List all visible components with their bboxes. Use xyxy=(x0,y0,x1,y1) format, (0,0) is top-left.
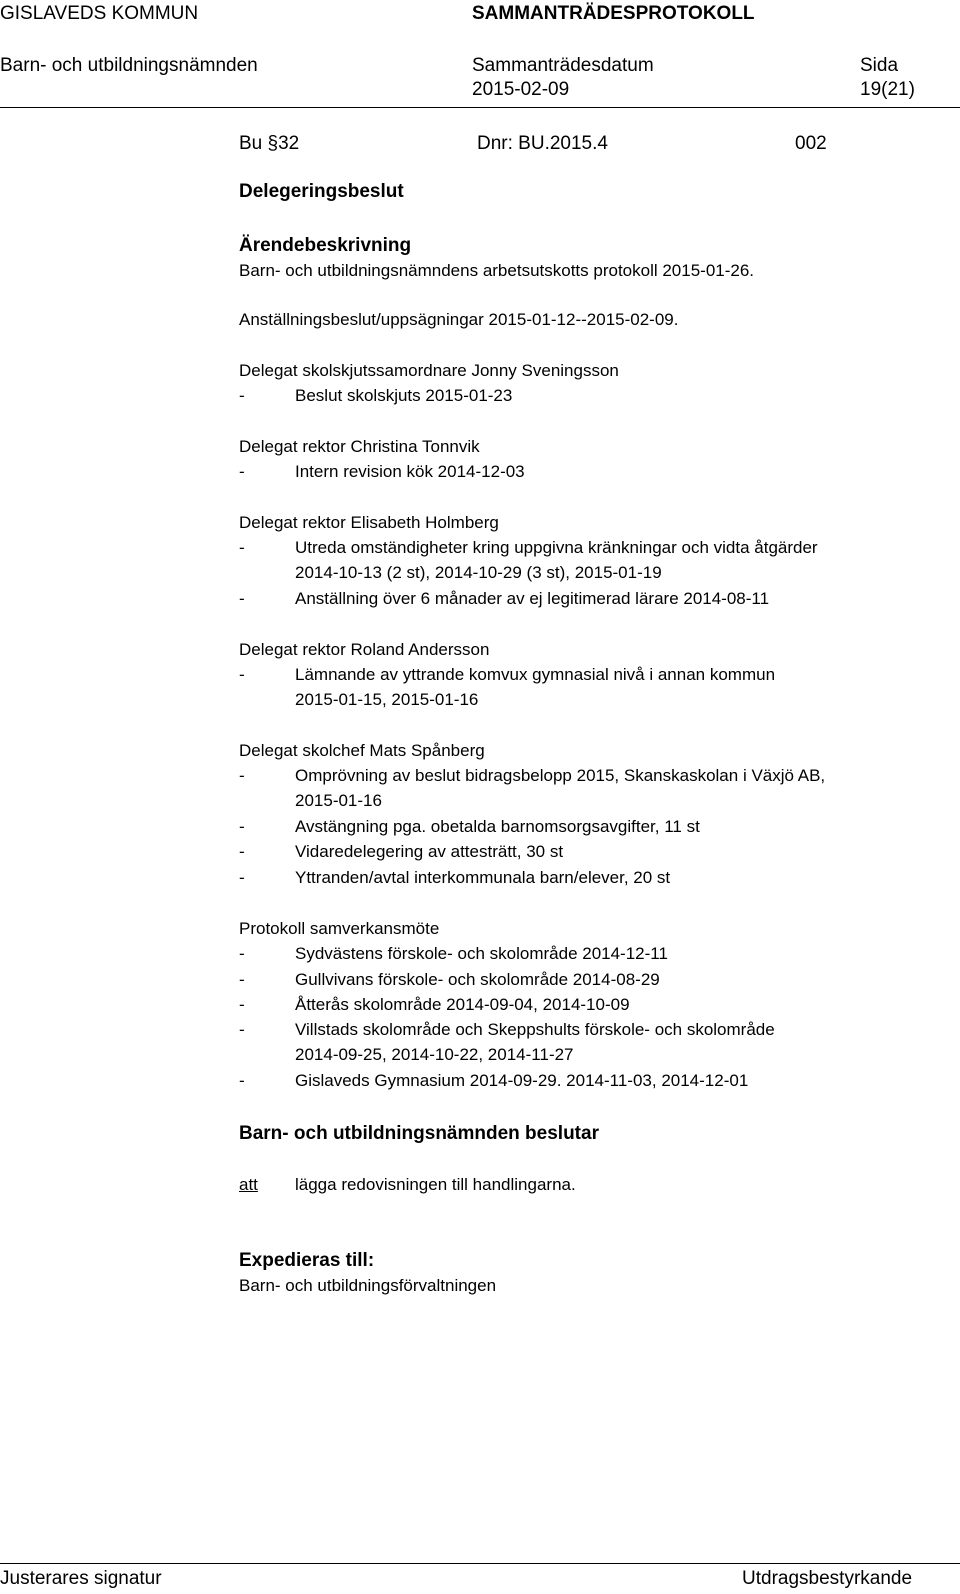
committee-name: Barn- och utbildningsnämnden xyxy=(0,55,258,76)
municipality-name: GISLAVEDS KOMMUN xyxy=(0,3,199,24)
list-dash: - xyxy=(239,817,245,836)
decision-text: lägga redovisningen till handlingarna. xyxy=(295,1175,576,1194)
diary-number: Dnr: BU.2015.4 xyxy=(477,133,608,154)
delegate-title: Delegat rektor Elisabeth Holmberg xyxy=(239,513,499,532)
dispatch-heading: Expedieras till: xyxy=(239,1250,375,1271)
page-number: 19(21) xyxy=(860,79,915,100)
dispatch-recipient: Barn- och utbildningsförvaltningen xyxy=(239,1276,497,1295)
list-item-continuation: 2015-01-15, 2015-01-16 xyxy=(295,690,479,709)
list-dash: - xyxy=(239,868,245,887)
list-item: Vidaredelegering av attesträtt, 30 st xyxy=(295,842,564,861)
list-dash: - xyxy=(239,386,245,405)
header-divider xyxy=(0,107,960,108)
delegate-title: Delegat rektor Roland Andersson xyxy=(239,640,490,659)
list-item: Beslut skolskjuts 2015-01-23 xyxy=(295,386,513,405)
meeting-date: 2015-02-09 xyxy=(472,79,570,100)
list-item: Avstängning pga. obetalda barnomsorgsavgifter, 11 st xyxy=(295,817,700,836)
list-item-continuation: 2014-10-13 (2 st), 2014-10-29 (3 st), 2015-01-19 xyxy=(295,563,662,582)
list-item-continuation: 2015-01-16 xyxy=(295,791,382,810)
document-type: SAMMANTRÄDESPROTOKOLL xyxy=(472,3,755,24)
list-dash: - xyxy=(239,766,245,785)
footer-divider xyxy=(0,1563,960,1564)
case-title: Delegeringsbeslut xyxy=(239,181,404,202)
list-item: Yttranden/avtal interkommunala barn/elever, 20 st xyxy=(295,868,671,887)
delegate-title: Delegat skolchef Mats Spånberg xyxy=(239,741,485,760)
decision-att: att xyxy=(239,1175,258,1194)
list-dash: - xyxy=(239,1071,245,1090)
delegate-title: Delegat skolskjutssamordnare Jonny Sveningsson xyxy=(239,361,619,380)
list-item: Åtterås skolområde 2014-09-04, 2014-10-09 xyxy=(295,995,630,1014)
list-dash: - xyxy=(239,842,245,861)
list-item: Sydvästens förskole- och skolområde 2014-12-11 xyxy=(295,944,668,963)
adjuster-signature-label: Justerares signatur xyxy=(0,1568,162,1589)
extract-certification-label: Utdragsbestyrkande xyxy=(742,1568,913,1589)
delegate-title: Delegat rektor Christina Tonnvik xyxy=(239,437,480,456)
list-dash: - xyxy=(239,462,245,481)
list-item-continuation: 2014-09-25, 2014-10-22, 2014-11-27 xyxy=(295,1045,574,1064)
meeting-protocol-title: Protokoll samverkansmöte xyxy=(239,919,440,938)
list-item: Gislaveds Gymnasium 2014-09-29. 2014-11-03, 2014-12-01 xyxy=(295,1071,749,1090)
list-dash: - xyxy=(239,1020,245,1039)
list-dash: - xyxy=(239,665,245,684)
list-dash: - xyxy=(239,589,245,608)
list-item: Omprövning av beslut bidragsbelopp 2015, Skanskaskolan i Växjö AB, xyxy=(295,766,826,785)
page-label: Sida xyxy=(860,55,899,76)
list-dash: - xyxy=(239,538,245,557)
list-item: Villstads skolområde och Skeppshults förskole- och skolområde xyxy=(295,1020,775,1039)
description-line: Anställningsbeslut/uppsägningar 2015-01-12--2015-02-09. xyxy=(239,310,679,329)
list-dash: - xyxy=(239,970,245,989)
list-dash: - xyxy=(239,944,245,963)
list-item: Lämnande av yttrande komvux gymnasial nivå i annan kommun xyxy=(295,665,776,684)
list-item: Anställning över 6 månader av ej legitimerad lärare 2014-08-11 xyxy=(295,589,770,608)
case-code: 002 xyxy=(795,133,827,154)
list-item: Utreda omständigheter kring uppgivna kränkningar och vidta åtgärder xyxy=(295,538,818,557)
decision-heading: Barn- och utbildningsnämnden beslutar xyxy=(239,1123,599,1144)
description-line: Barn- och utbildningsnämndens arbetsutskotts protokoll 2015-01-26. xyxy=(239,261,755,280)
list-dash: - xyxy=(239,995,245,1014)
list-item: Intern revision kök 2014-12-03 xyxy=(295,462,525,481)
description-heading: Ärendebeskrivning xyxy=(239,235,412,256)
paragraph-number: Bu §32 xyxy=(239,133,300,154)
meeting-date-label: Sammanträdesdatum xyxy=(472,55,654,76)
list-item: Gullvivans förskole- och skolområde 2014-08-29 xyxy=(295,970,660,989)
